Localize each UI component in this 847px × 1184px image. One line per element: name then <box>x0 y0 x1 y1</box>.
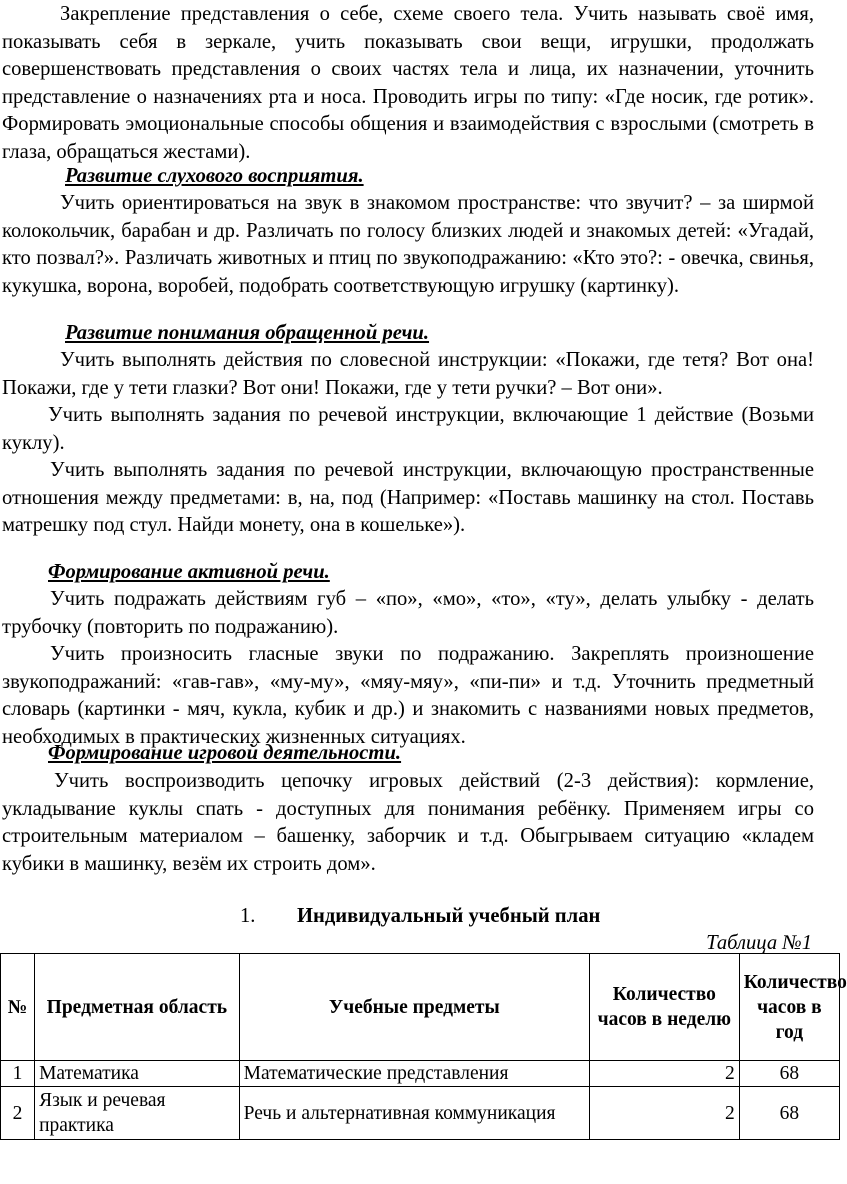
section-title <box>240 903 600 931</box>
cell-hours-year: 68 <box>739 1061 839 1087</box>
paragraph-play-chain: Учить воспроизводить цепочку игровых действий (2-3 действия): кормление, укладывание куклы спать - доступных для понимания ребёнку. Применяем игры со строительным материалом – башенку, заборчик и т.д. Обыгрываем ситуацию «кладем кубики в машинку, везём их строить дом». <box>2 770 814 875</box>
paragraph-lip-imitation: Учить подражать действиям губ – «по», «мо», «то», «ту», делать улыбку - делать трубочку (повторить по подражанию). <box>2 588 814 638</box>
header-number: № <box>1 954 35 1061</box>
header-subject-area: Предметная область <box>35 954 240 1061</box>
cell-subject: Речь и альтернативная коммуникация <box>239 1087 589 1140</box>
heading-auditory-perception: Развитие слухового восприятия. <box>65 165 364 187</box>
cell-area: Математика <box>35 1061 240 1087</box>
header-hours-per-year: Количество часов в год <box>739 954 839 1061</box>
cell-hours-year: 68 <box>739 1087 839 1140</box>
cell-area: Язык и речевая практика <box>35 1087 240 1140</box>
cell-hours-week: 2 <box>589 1061 739 1087</box>
cell-number: 1 <box>1 1061 35 1087</box>
paragraph-verbal-instructions: Учить выполнять действия по словесной инструкции: «Покажи, где тетя? Вот она! Покажи, где у тети глазки? Вот они! Покажи, где у тети ручки? – Вот они». <box>2 349 814 399</box>
cell-hours-week: 2 <box>589 1087 739 1140</box>
paragraph-spatial-relations: Учить выполнять задания по речевой инструкции, включающую пространственные отношения между предметами: в, на, под (Например: «Поставь машинку на стол. Поставь матрешку под стул. Найди монету, она в кошельке»). <box>2 459 814 537</box>
heading-play-activity: Формирование игровой деятельности. <box>48 742 402 764</box>
section-title-text: Индивидуальный учебный план <box>297 905 601 927</box>
paragraph-vowels: Учить произносить гласные звуки по подражанию. Закреплять произношение звукоподражаний: «гав-гав», «му-му», «мяу-мяу», «пи-пи» и т.д. Уточнить предметный словарь (картинки - мяч, кукла, кубик и др.) и знакомить с названиями новых предметов, необходимых в практических жизненных ситуациях. <box>2 643 814 748</box>
curriculum-table <box>0 953 847 1140</box>
paragraph-auditory: Учить ориентироваться на звук в знакомом пространстве: что звучит? – за ширмой колокольчик, барабан и др. Различать по голосу близких людей и знакомых детей: «Угадай, кто позвал?». Различать животных и птиц по звукоподражанию: «Кто это?: - овечка, свинья, кукушка, ворона, воробей, подобрать соответствующую игрушку (картинку). <box>2 192 814 297</box>
paragraph-one-action: Учить выполнять задания по речевой инструкции, включающие 1 действие (Возьми куклу). <box>2 404 814 454</box>
section-number: 1. <box>240 905 256 927</box>
cell-subject: Математические представления <box>239 1061 589 1087</box>
header-subjects: Учебные предметы <box>239 954 589 1061</box>
heading-active-speech: Формирование активной речи. <box>48 561 330 583</box>
paragraph-body-schema: Закрепление представления о себе, схеме своего тела. Учить называть своё имя, показывать себя в зеркале, учить показывать свои вещи, игрушки, продолжать совершенствовать представления о своих частях тела и лица, их назначении, уточнить представление о назначениях рта и носа. Проводить игры по типу: «Где носик, где ротик». Формировать эмоциональные способы общения и взаимодействия с взрослыми (смотреть в глаза, обращаться жестами). <box>2 3 814 163</box>
heading-speech-understanding: Развитие понимания обращенной речи. <box>65 322 430 344</box>
table-row <box>1 1061 840 1087</box>
header-hours-per-week: Количество часов в неделю <box>589 954 739 1061</box>
table-header-row <box>1 954 840 1061</box>
table-row <box>1 1087 840 1140</box>
cell-number: 2 <box>1 1087 35 1140</box>
table-caption: Таблица №1 <box>706 932 812 954</box>
